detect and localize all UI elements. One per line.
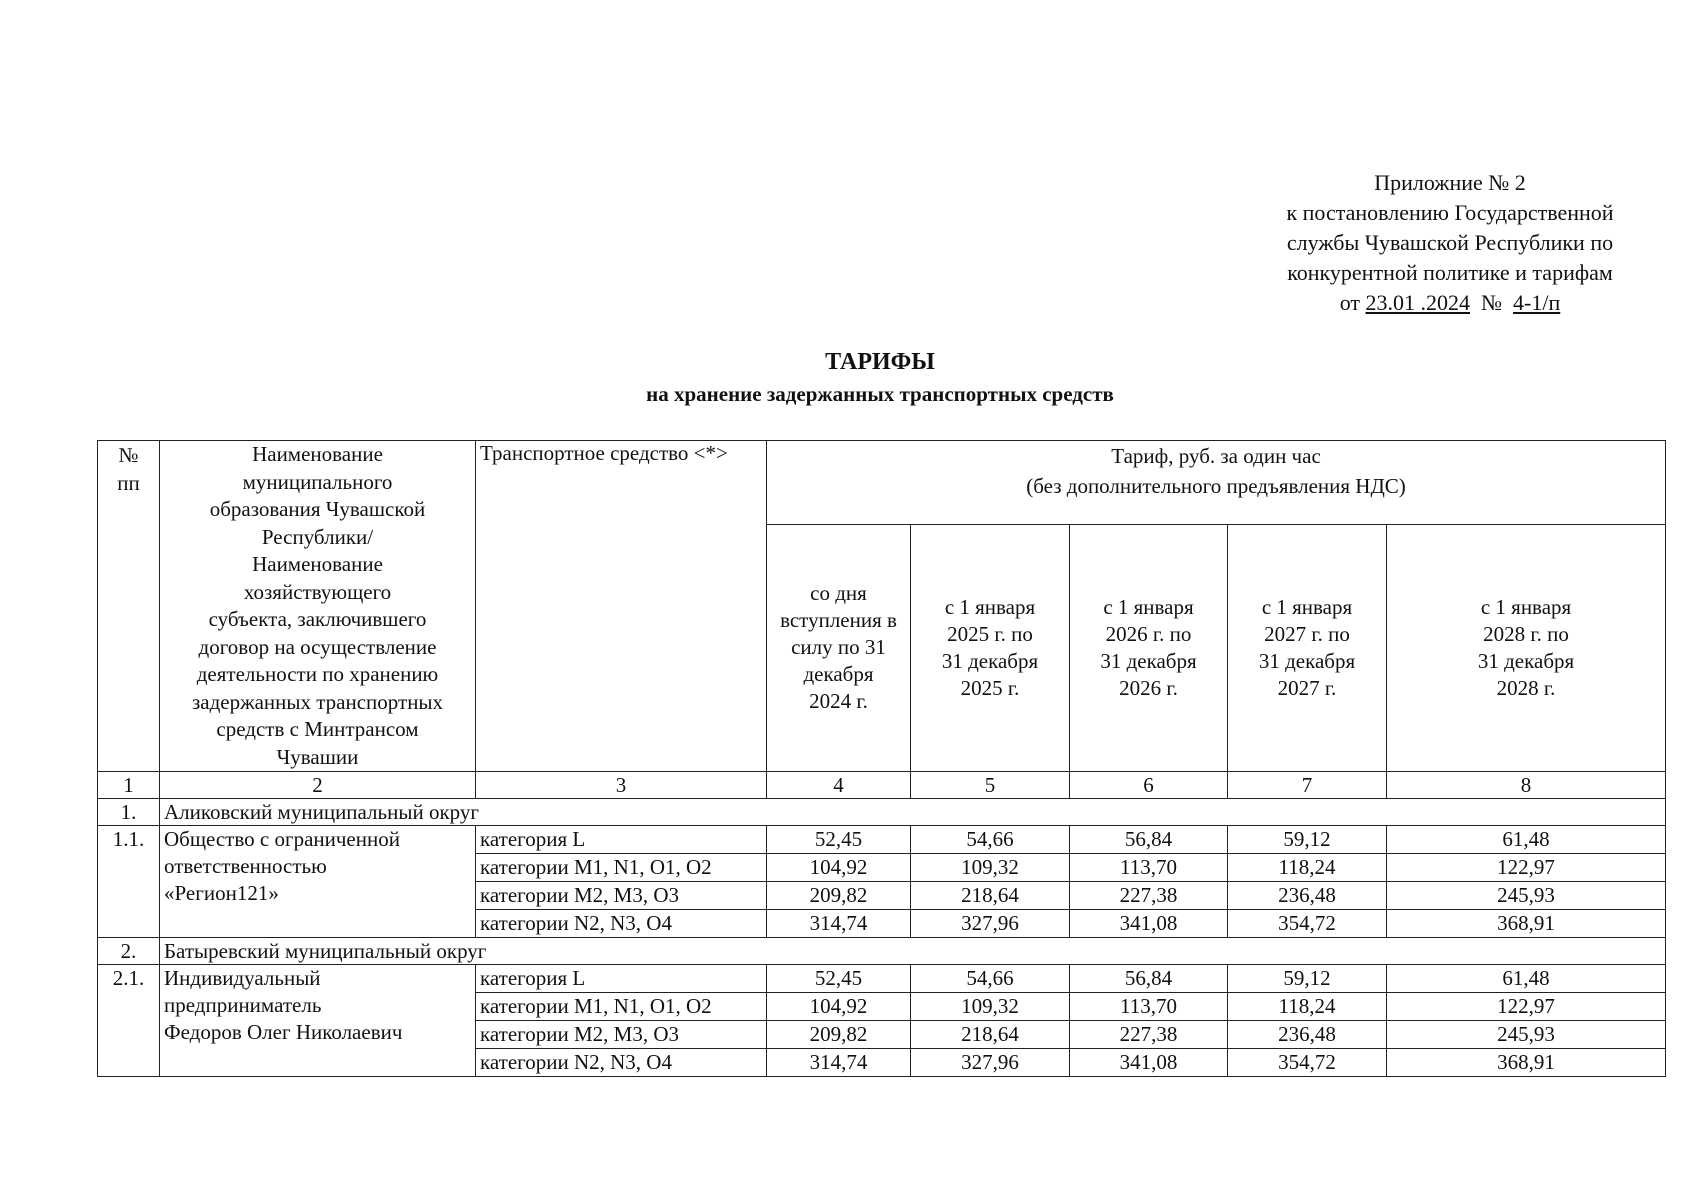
- tariff-value: 118,24: [1228, 993, 1387, 1021]
- appendix-line-3: службы Чувашской Республики по: [1286, 230, 1614, 255]
- header-period-2025: с 1 января 2025 г. по 31 декабря 2025 г.: [911, 524, 1070, 771]
- column-numbers-row: [98, 772, 1666, 799]
- vehicle-category: категории M1, N1, O1, O2: [476, 993, 767, 1021]
- tariff-value: 54,66: [911, 826, 1070, 854]
- column-number: 3: [476, 772, 767, 799]
- title-main: ТАРИФЫ: [825, 349, 935, 375]
- vehicle-category: категории M2, M3, O3: [476, 882, 767, 910]
- vehicle-category: категории N2, N3, O4: [476, 910, 767, 938]
- column-number: 6: [1070, 772, 1228, 799]
- title-sub: на хранение задержанных транспортных средств: [646, 382, 1114, 406]
- column-number: 8: [1387, 772, 1666, 799]
- table-row: [98, 826, 1666, 854]
- tariff-value: 56,84: [1070, 965, 1228, 993]
- tariff-value: 236,48: [1228, 882, 1387, 910]
- vehicle-category: категории N2, N3, O4: [476, 1049, 767, 1077]
- tariff-value: 327,96: [911, 1049, 1070, 1077]
- tariff-value: 245,93: [1387, 1021, 1666, 1049]
- tariff-value: 54,66: [911, 965, 1070, 993]
- appendix-line-2: к постановлению Государственной: [1286, 200, 1614, 225]
- entity-num: 2.1.: [98, 965, 160, 1077]
- section-name: Батыревский муниципальный округ: [160, 938, 1666, 965]
- header-period-2028: с 1 января 2028 г. по 31 декабря 2028 г.: [1387, 524, 1666, 771]
- tariff-value: 122,97: [1387, 993, 1666, 1021]
- vehicle-category: категория L: [476, 826, 767, 854]
- header-name: Наименование муниципального образования Чувашской Республики/ Наименование хозяйствующего субъекта, заключившего договор на осуществление деятельности по хранению задержанных транспортных средств с Минтрансом Чувашии: [160, 441, 476, 772]
- header-num: № пп: [98, 441, 160, 772]
- header-vehicle: Транспортное средство <*>: [476, 441, 767, 772]
- tariff-value: 122,97: [1387, 854, 1666, 882]
- tariff-value: 56,84: [1070, 826, 1228, 854]
- section-num: 1.: [98, 799, 160, 826]
- tariff-value: 327,96: [911, 910, 1070, 938]
- table-row: [98, 965, 1666, 993]
- tariff-value: 109,32: [911, 993, 1070, 1021]
- tariff-value: 218,64: [911, 1021, 1070, 1049]
- entity-name: Общество с ограниченной ответственностью «Регион121»: [160, 826, 476, 938]
- section-num: 2.: [98, 938, 160, 965]
- appendix-block: [1240, 168, 1660, 318]
- column-number: 1: [98, 772, 160, 799]
- tariff-value: 113,70: [1070, 854, 1228, 882]
- tariff-value: 59,12: [1228, 965, 1387, 993]
- tariff-value: 104,92: [767, 993, 911, 1021]
- column-number: 2: [160, 772, 476, 799]
- tariff-value: 368,91: [1387, 910, 1666, 938]
- entity-num: 1.1.: [98, 826, 160, 938]
- tariff-value: 61,48: [1387, 965, 1666, 993]
- appendix-number-sign: №: [1481, 290, 1503, 315]
- tariff-value: 341,08: [1070, 910, 1228, 938]
- tariff-value: 218,64: [911, 882, 1070, 910]
- header-period-2027: с 1 января 2027 г. по 31 декабря 2027 г.: [1228, 524, 1387, 771]
- tariff-value: 236,48: [1228, 1021, 1387, 1049]
- tariff-value: 52,45: [767, 826, 911, 854]
- tariff-value: 113,70: [1070, 993, 1228, 1021]
- column-number: 4: [767, 772, 911, 799]
- tariff-value: 354,72: [1228, 910, 1387, 938]
- vehicle-category: категории M1, N1, O1, O2: [476, 854, 767, 882]
- document-title: [520, 346, 1240, 410]
- vehicle-category: категория L: [476, 965, 767, 993]
- tariff-value: 368,91: [1387, 1049, 1666, 1077]
- appendix-number: 4-1/п: [1513, 290, 1561, 315]
- entity-name: Индивидуальный предприниматель Федоров Олег Николаевич: [160, 965, 476, 1077]
- tariff-value: 227,38: [1070, 1021, 1228, 1049]
- header-period-2024: со дня вступления в силу по 31 декабря 2024 г.: [767, 524, 911, 771]
- tariff-value: 109,32: [911, 854, 1070, 882]
- tariff-value: 59,12: [1228, 826, 1387, 854]
- tariff-value: 61,48: [1387, 826, 1666, 854]
- appendix-date: 23.01 .2024: [1365, 290, 1471, 315]
- header-tariff: Тариф, руб. за один час (без дополнительного предъявления НДС): [767, 441, 1666, 525]
- appendix-line-1: Приложние № 2: [1374, 170, 1526, 195]
- tariff-value: 314,74: [767, 1049, 911, 1077]
- appendix-line-4: конкурентной политике и тарифам: [1287, 260, 1613, 285]
- tariff-value: 209,82: [767, 882, 911, 910]
- header-period-2026: с 1 января 2026 г. по 31 декабря 2026 г.: [1070, 524, 1228, 771]
- appendix-date-line: [1240, 288, 1660, 318]
- tariff-value: 118,24: [1228, 854, 1387, 882]
- tariff-value: 227,38: [1070, 882, 1228, 910]
- column-number: 5: [911, 772, 1070, 799]
- tariff-value: 314,74: [767, 910, 911, 938]
- tariff-value: 341,08: [1070, 1049, 1228, 1077]
- section-name: Аликовский муниципальный округ: [160, 799, 1666, 826]
- column-number: 7: [1228, 772, 1387, 799]
- appendix-date-prefix: от: [1339, 290, 1361, 315]
- tariff-value: 209,82: [767, 1021, 911, 1049]
- tariffs-table: [97, 440, 1666, 1077]
- section-row: [98, 799, 1666, 826]
- tariff-value: 52,45: [767, 965, 911, 993]
- vehicle-category: категории M2, M3, O3: [476, 1021, 767, 1049]
- section-row: [98, 938, 1666, 965]
- tariff-value: 245,93: [1387, 882, 1666, 910]
- tariff-value: 354,72: [1228, 1049, 1387, 1077]
- tariff-value: 104,92: [767, 854, 911, 882]
